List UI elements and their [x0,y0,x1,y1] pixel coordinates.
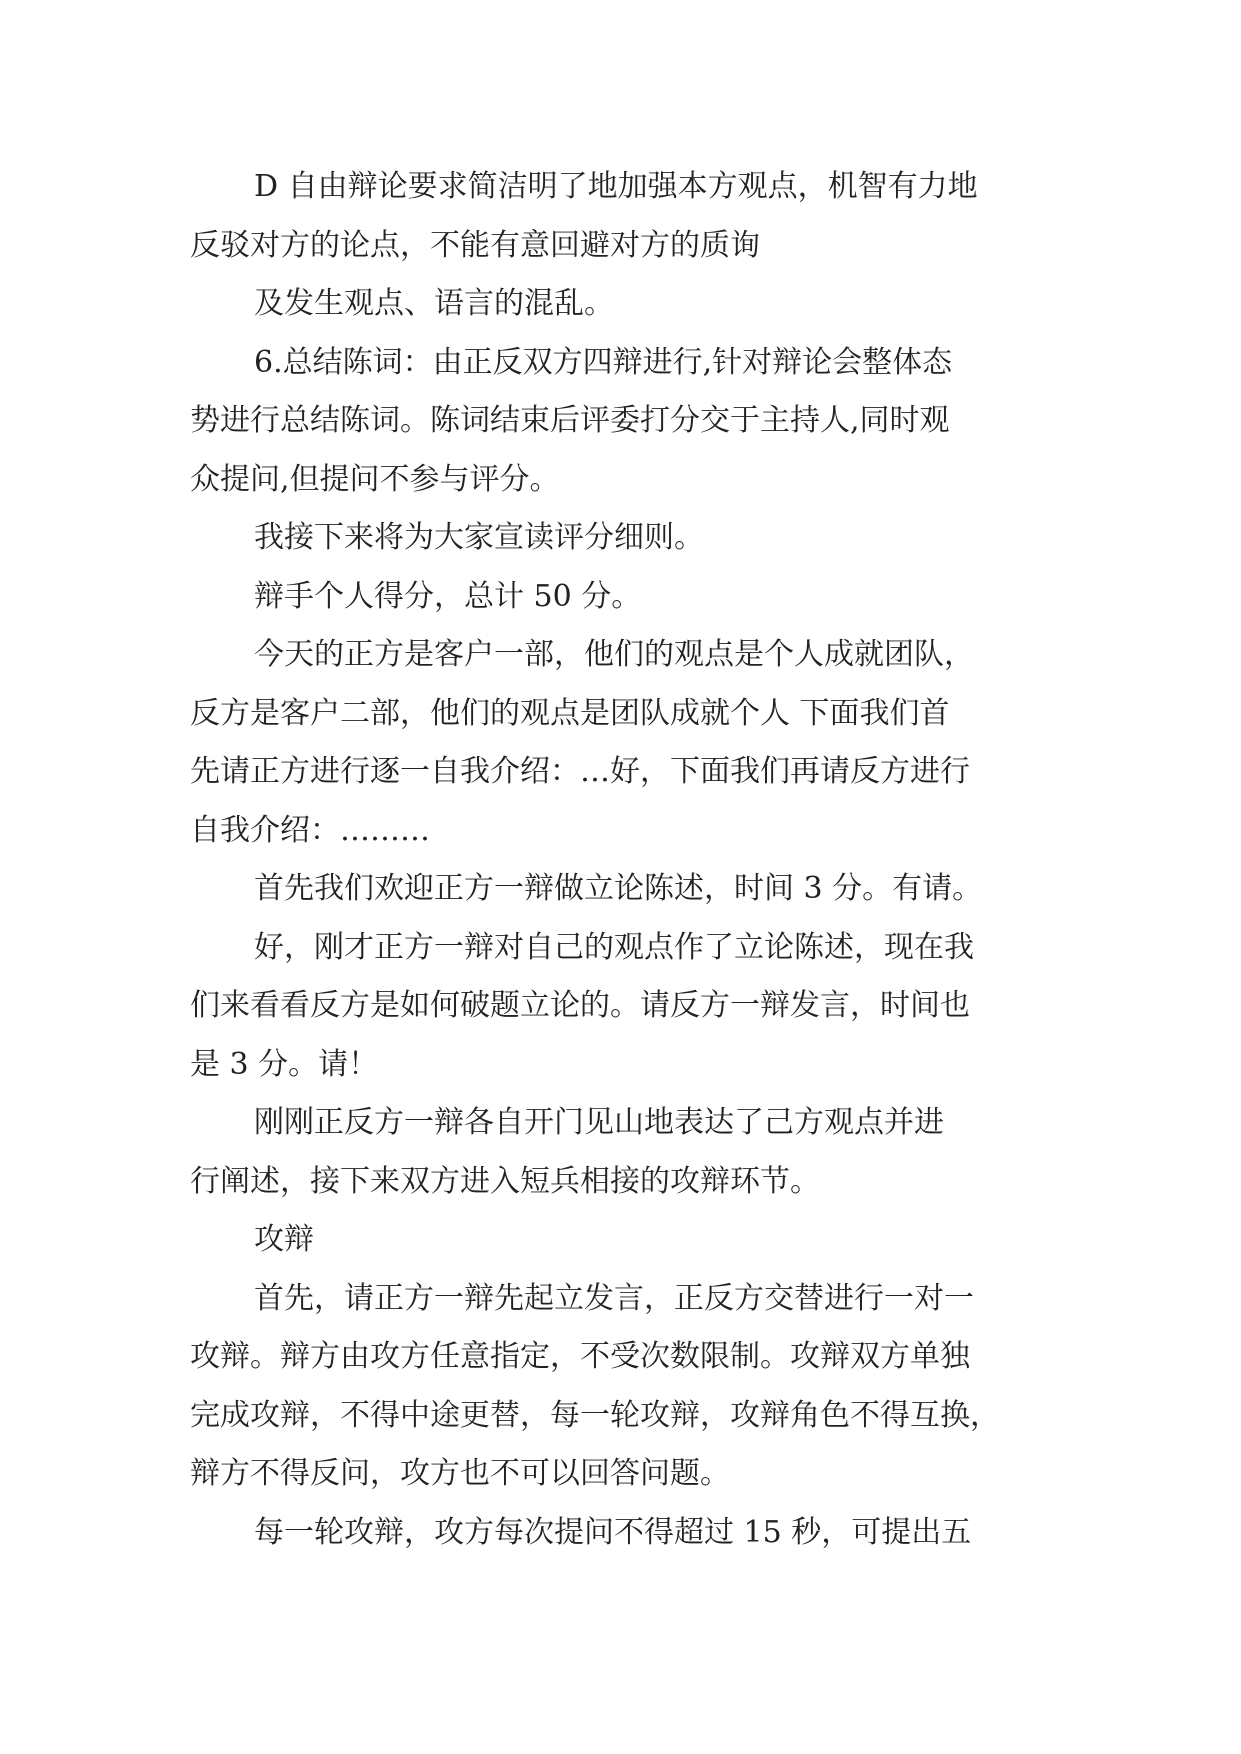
text-line: 辩手个人得分，总计 50 分。 [254,578,642,614]
paragraph [190,568,1048,627]
text-line: 自我介绍：……… [190,812,430,848]
paragraph [190,1270,1048,1504]
text-line: 好，刚才正方一辩对自己的观点作了立论陈述，现在我 [254,929,974,965]
text-line: 完成攻辩，不得中途更替，每一轮攻辩，攻辩角色不得互换， [190,1397,1000,1433]
paragraph [190,334,1048,510]
text-line: 势进行总结陈词。陈词结束后评委打分交于主持人,同时观 [190,403,950,438]
text-line: 6.总结陈词：由正反双方四辩进行,针对辩论会整体态 [254,344,953,380]
paragraph [190,919,1048,1095]
text-line: 行阐述，接下来双方进入短兵相接的攻辩环节。 [190,1163,820,1199]
text-line: 反方是客户二部，他们的观点是团队成就个人 下面我们首 [190,695,950,731]
paragraph [190,860,1048,919]
document-body [190,158,1048,1562]
text-line: 首先，请正方一辩先起立发言，正反方交替进行一对一 [254,1280,974,1316]
text-line: 刚刚正反方一辩各自开门见山地表达了己方观点并进 [254,1105,944,1140]
paragraph [190,1504,1048,1563]
paragraph [190,509,1048,568]
text-line: 众提问,但提问不参与评分。 [190,461,560,497]
text-line: 辩方不得反问，攻方也不可以回答问题。 [190,1456,730,1491]
paragraph [190,158,1048,275]
text-line: 今天的正方是客户一部，他们的观点是个人成就团队， [254,637,974,672]
text-line: 我接下来将为大家宣读评分细则。 [254,520,704,555]
text-line: 攻辩。辩方由攻方任意指定，不受次数限制。攻辩双方单独 [190,1339,970,1374]
text-line: 先请正方进行逐一自我介绍：…好，下面我们再请反方进行 [190,754,970,789]
text-line: 首先我们欢迎正方一辩做立论陈述，时间 3 分。有请。 [254,871,983,906]
text-line: 每一轮攻辩，攻方每次提问不得超过 15 秒，可提出五 [254,1514,972,1550]
paragraph [190,275,1048,334]
text-line: 及发生观点、语言的混乱。 [254,286,614,321]
paragraph [190,1094,1048,1211]
text-line: 反驳对方的论点，不能有意回避对方的质询 [190,227,760,263]
text-line: 们来看看反方是如何破题立论的。请反方一辩发言，时间也 [190,988,970,1023]
text-line: 是 3 分。请！ [190,1046,379,1082]
paragraph [190,1211,1048,1270]
paragraph [190,626,1048,860]
text-line: 攻辩 [254,1222,314,1257]
text-line: D 自由辩论要求简洁明了地加强本方观点，机智有力地 [254,169,978,204]
